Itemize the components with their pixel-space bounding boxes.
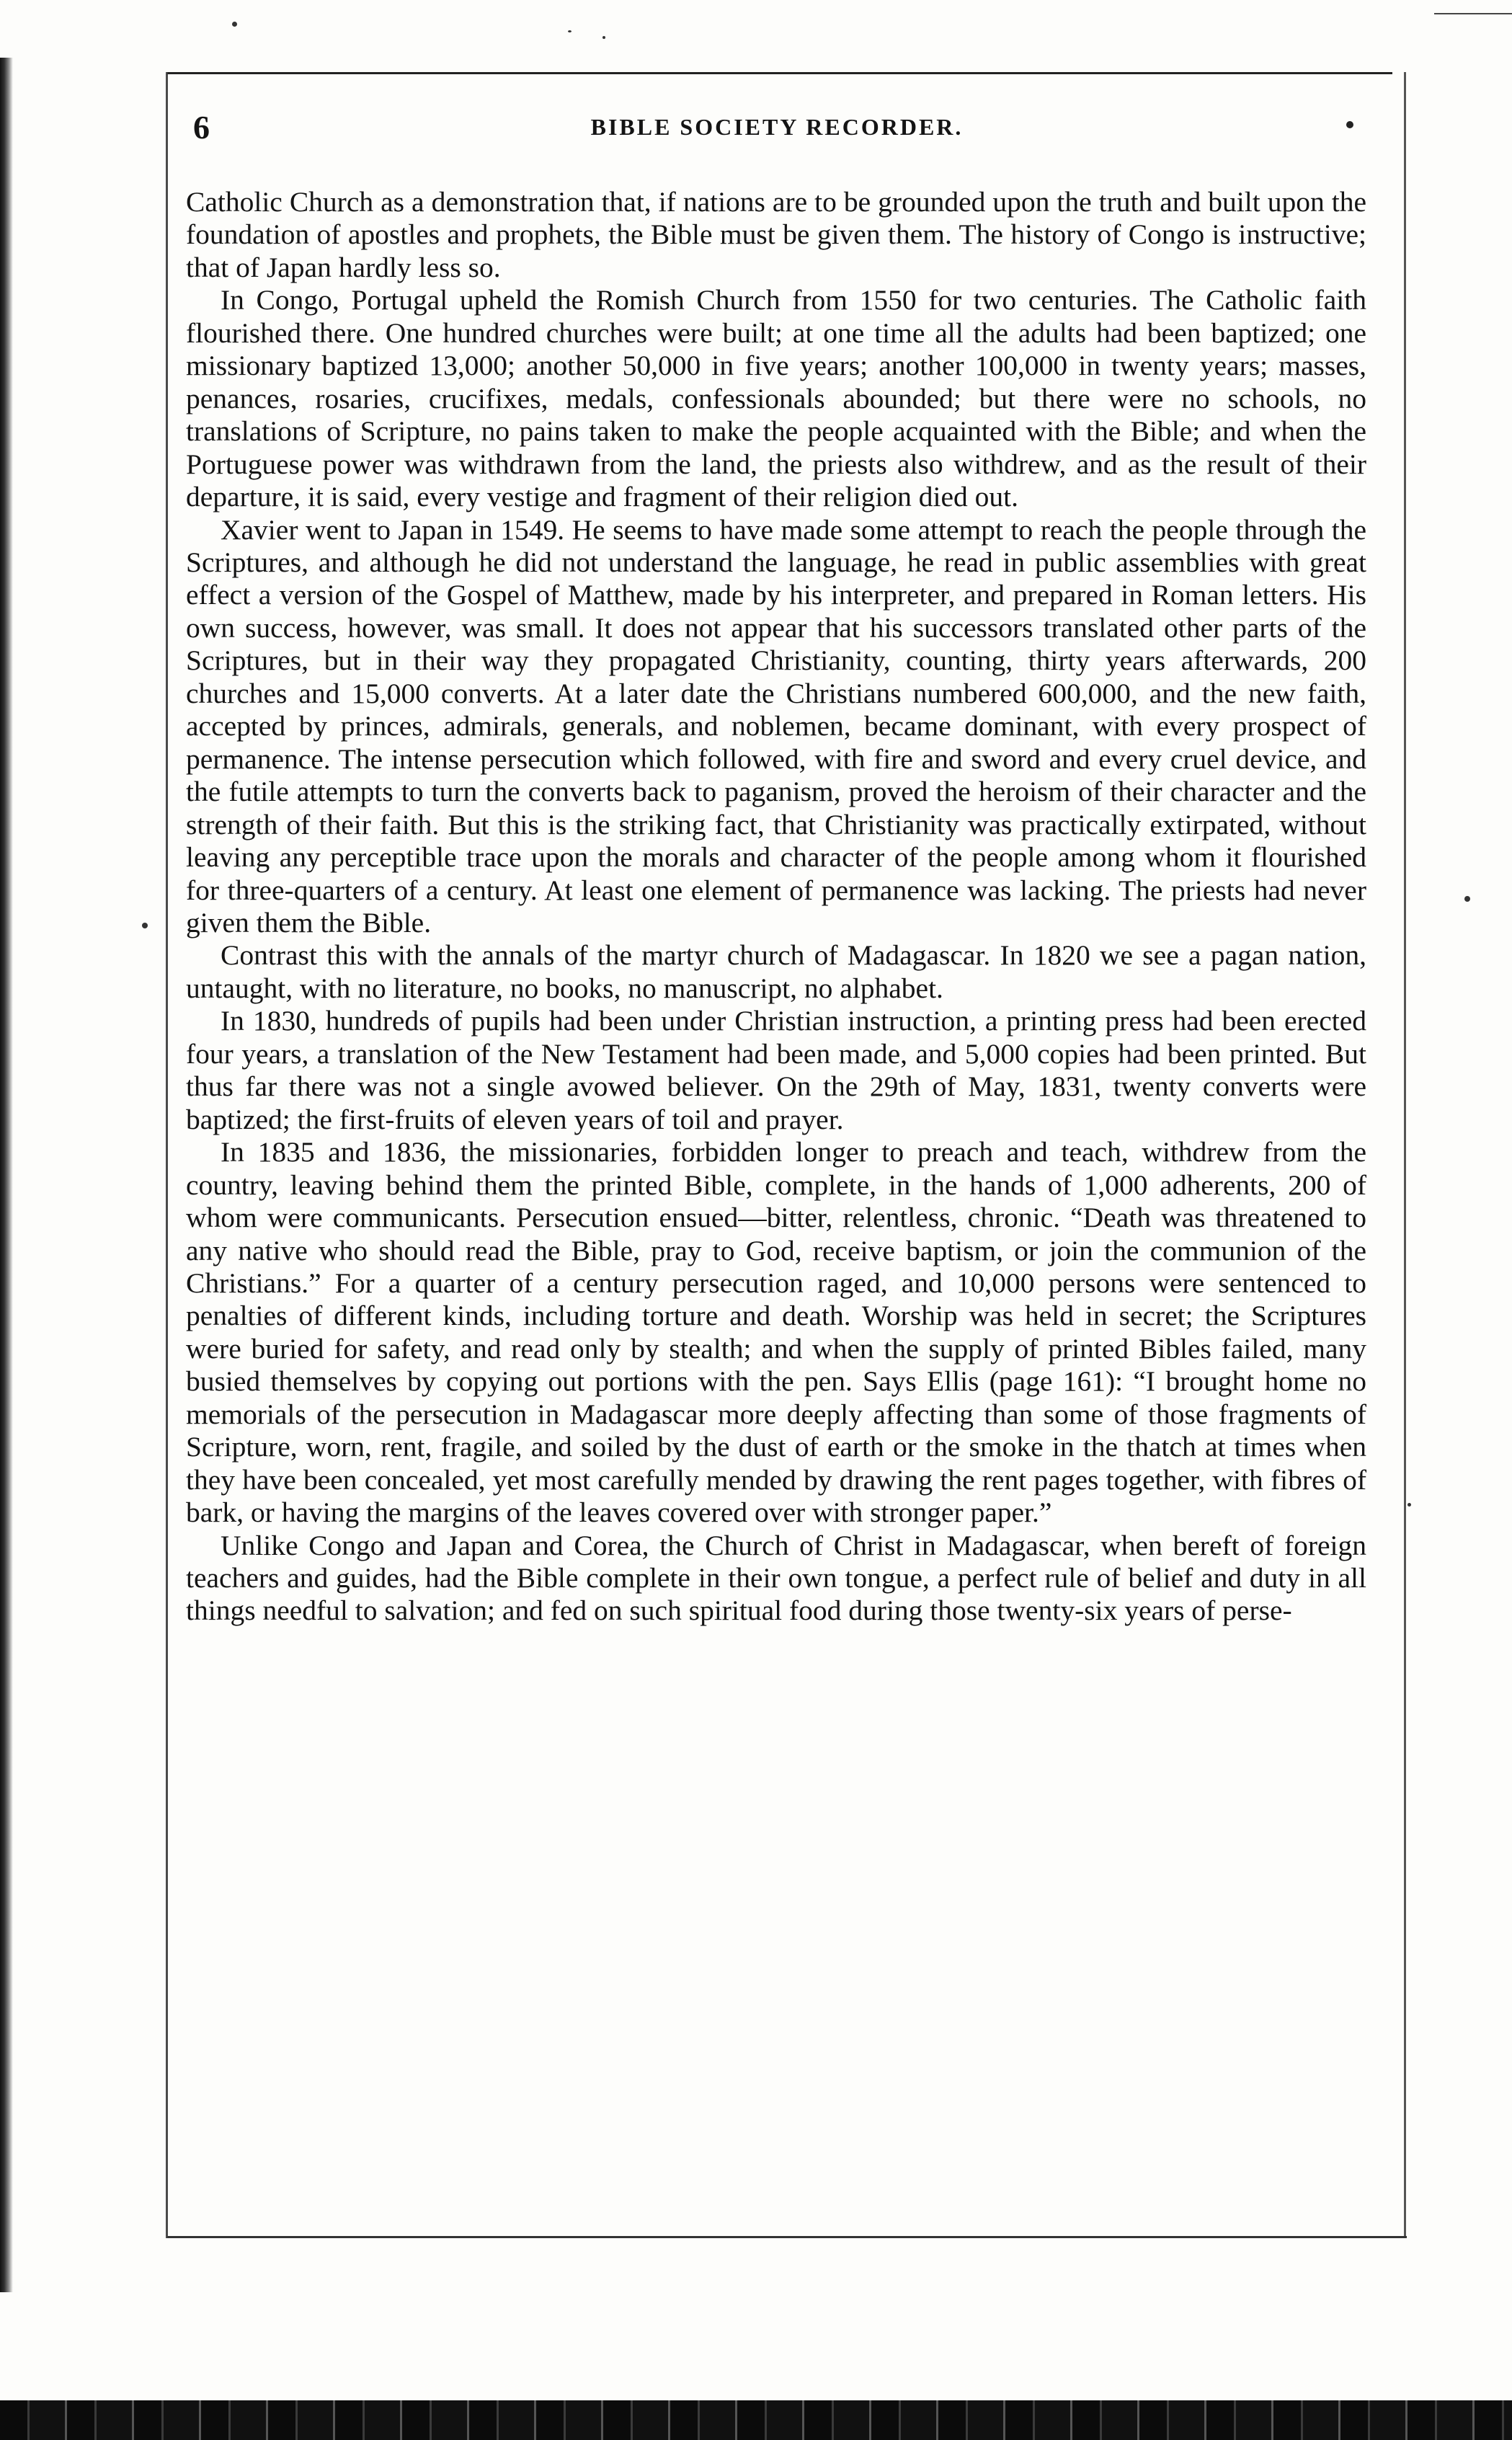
paragraph-madagascar-contrast: Contrast this with the annals of the martyr church of Madagascar. In 1820 we see a pagan nation, untaught, with no literature, no books, no manuscript, no alphabet. — [186, 939, 1366, 1004]
article-body — [186, 186, 1366, 1628]
paragraph-1835: In 1835 and 1836, the missionaries, forbidden longer to preach and teach, withdrew from the country, leaving behind them the printed Bible, complete, in the hands of 1,000 adherents, 200 of whom were communicants. Persecution ensued—bitter, relentless, chronic. “Death was threatened to any native who should read the Bible, pray to God, receive baptism, or join the communion of the Christians.” For a quarter of a century persecution raged, and 10,000 persons were sentenced to penalties of different kinds, including torture and death. Worship was held in secret; the Scriptures were buried for safety, and read only by stealth; and when the supply of printed Bibles failed, many busied themselves by copying out portions with the pen. Says Ellis (page 161): “I brought home no memorials of the persecution in Madagascar more deeply affecting than some of those fragments of Scripture, worn, rent, fragile, and soiled by the dust of earth or the smoke in the thatch at times when they have been concealed, yet most carefully mended by drawing the rent pages together, with fibres of bark, or having the margins of the leaves covered over with stronger paper.” — [186, 1136, 1366, 1529]
paragraph-unlike-congo: Unlike Congo and Japan and Corea, the Church of Christ in Madagascar, when bereft of foreign teachers and guides, had the Bible complete in their own tongue, a perfect rule of belief and duty in all things needful to salvation; and fed on such spiritual food during those twenty-six years of perse- — [186, 1529, 1366, 1627]
header-dot — [1346, 121, 1353, 128]
page-binding-edge — [0, 58, 13, 2292]
page-header — [193, 108, 1361, 151]
scan-speck — [602, 36, 605, 39]
scan-artifact-line — [1434, 13, 1512, 14]
page-number: 6 — [193, 109, 210, 146]
header-rule — [167, 72, 1392, 74]
left-frame-rule — [166, 72, 168, 2238]
paragraph-congo: In Congo, Portugal upheld the Romish Church from 1550 for two centuries. The Catholic faith flourished there. One hundred churches were built; at one time all the adults had been baptized; one missionary baptized 13,000; another 50,000 in five years; another 100,000 in twenty years; masses, penances, rosaries, crucifixes, medals, confessionals abounded; but there were no schools, no translations of Scripture, no pains taken to make the people acquainted with the Bible; and when the Portuguese power was withdrawn from the land, the priests also withdrew, and as the result of their departure, it is said, every vestige and fragment of their religion died out. — [186, 284, 1366, 513]
paragraph-1830: In 1830, hundreds of pupils had been under Christian instruction, a printing press had been erected four years, a translation of the New Testament had been made, and 5,000 copies had been printed. But thus far there was not a single avowed believer. On the 29th of May, 1831, twenty converts were baptized; the first-fruits of eleven years of toil and prayer. — [186, 1005, 1366, 1135]
scan-speck — [142, 923, 148, 928]
scan-speck — [1408, 1503, 1411, 1507]
scan-speck — [232, 22, 237, 27]
scan-speck — [1464, 896, 1470, 902]
paragraph-continued: Catholic Church as a demonstration that, if nations are to be grounded upon the truth and built upon the foundation of apostles and prophets, the Bible must be given them. The history of Congo is instructive; that of Japan hardly less so. — [186, 186, 1366, 283]
running-head: BIBLE SOCIETY RECORDER. — [590, 114, 964, 140]
scan-bottom-band — [0, 2400, 1512, 2440]
scan-speck — [568, 30, 572, 32]
footer-rule — [167, 2236, 1407, 2238]
paragraph-japan: Xavier went to Japan in 1549. He seems to have made some attempt to reach the people through the Scriptures, and although he did not understand the language, he read in public assemblies with great effect a version of the Gospel of Matthew, made by his interpreter, and prepared in Roman letters. His own success, however, was small. It does not appear that his successors translated other parts of the Scriptures, but in their way they propagated Christianity, counting, thirty years afterwards, 200 churches and 15,000 converts. At a later date the Christians numbered 600,000, and the new faith, accepted by princes, admirals, generals, and noblemen, became dominant, with every prospect of permanence. The intense persecution which followed, with fire and sword and every cruel device, and the futile attempts to turn the converts back to paganism, proved the heroism of their character and the strength of their faith. But this is the striking fact, that Christianity was practically extirpated, without leaving any perceptible trace upon the morals and character of the people among whom it flourished for three-quarters of a century. At least one element of permanence was lacking. The priests had never given them the Bible. — [186, 513, 1366, 939]
right-frame-rule — [1404, 72, 1406, 2238]
